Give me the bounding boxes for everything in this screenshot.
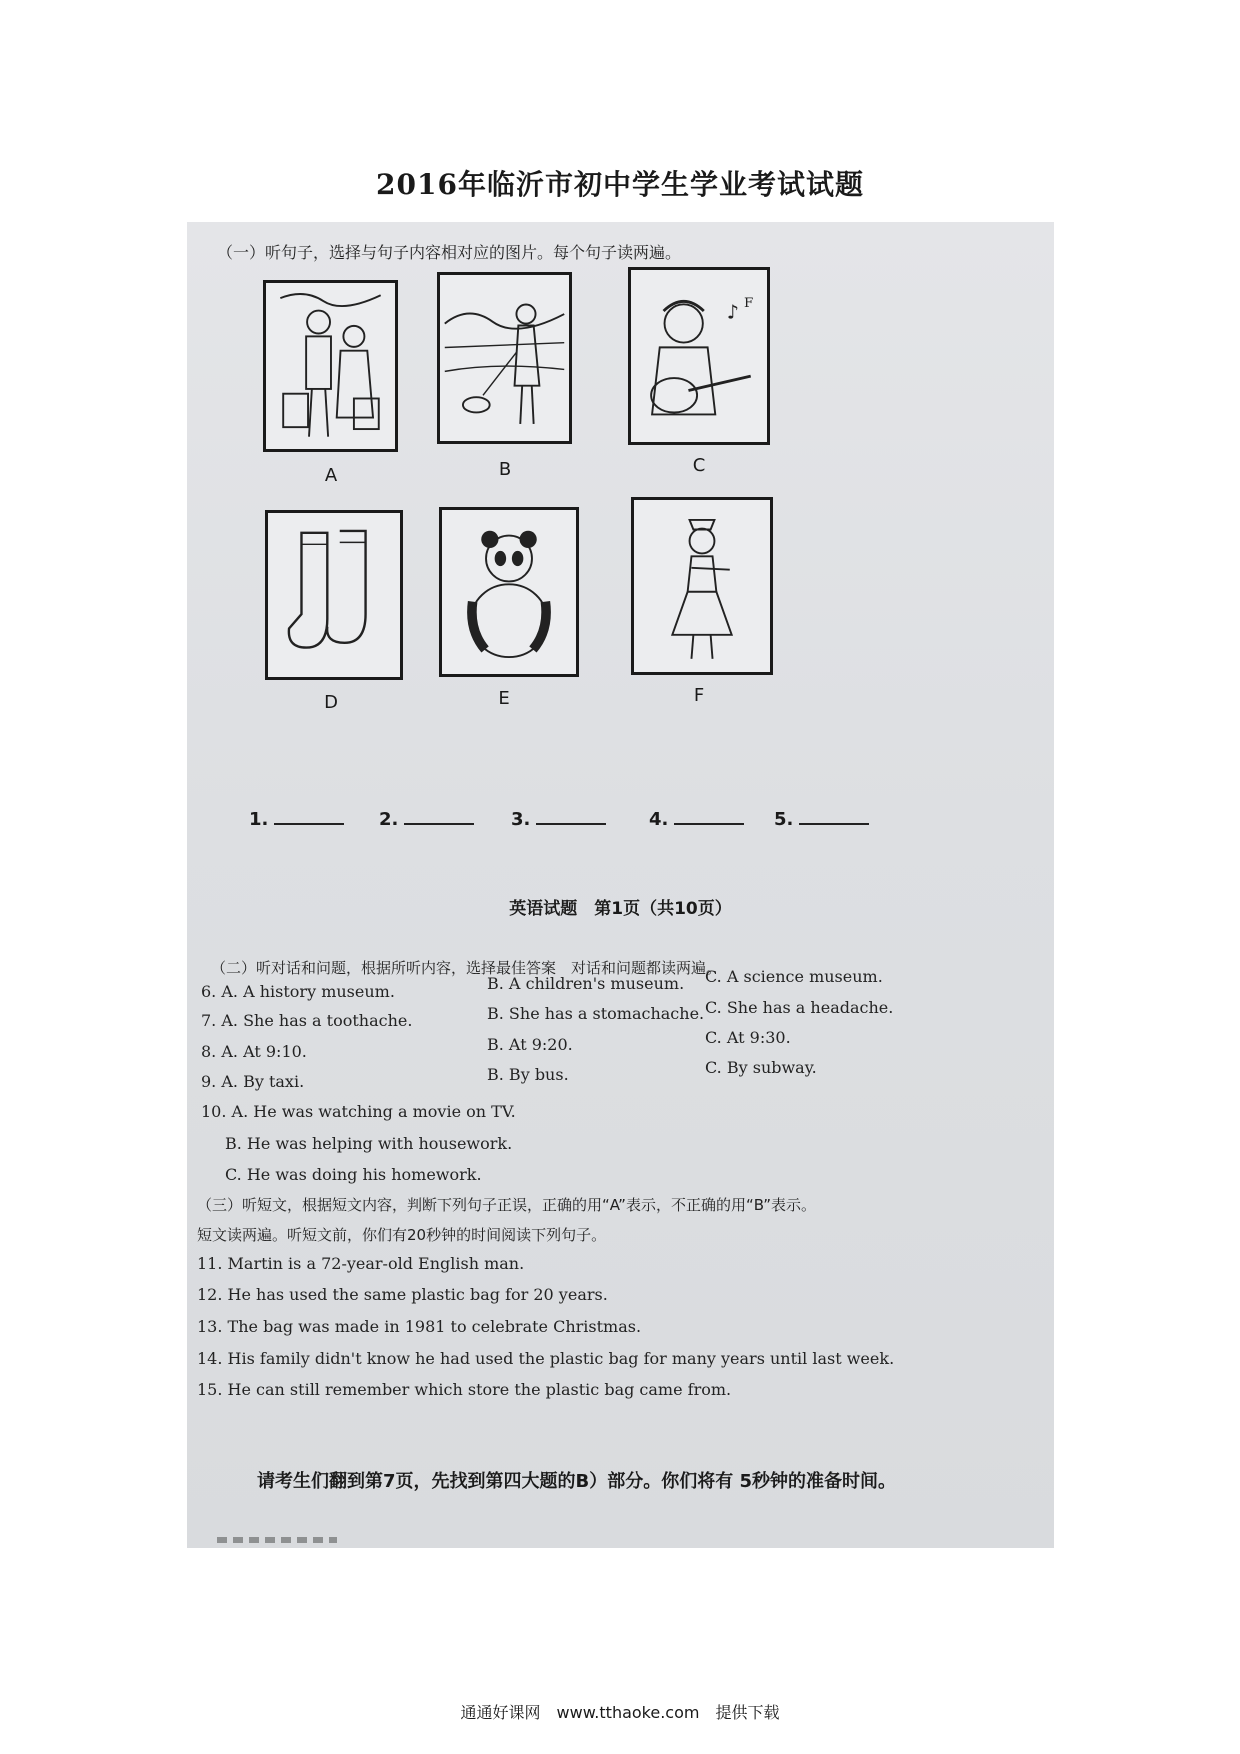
statement-15: 15. He can still remember which store the plastic bag came from.: [197, 1380, 732, 1399]
q10-option-c: C. He was doing his homework.: [225, 1165, 482, 1184]
couple-shopping-icon: [266, 283, 395, 449]
answer-blank-2[interactable]: 2.: [379, 807, 474, 830]
statement-13: 13. The bag was made in 1981 to celebrate Christmas.: [197, 1317, 642, 1336]
q10-option-b: B. He was helping with housework.: [225, 1134, 513, 1153]
document-title: 2016年临沂市初中学生学业考试试题: [376, 168, 864, 201]
section2-heading: （二）听对话和问题，根据所听内容，选择最佳答案 对话和问题都读两遍。: [211, 959, 722, 977]
svg-text:♪: ♪: [726, 300, 739, 324]
picture-a: [263, 280, 398, 452]
q9-option-c: C. By subway.: [705, 1058, 817, 1077]
picture-c: [628, 267, 770, 445]
q10-option-a: 10. A. He was watching a movie on TV.: [201, 1102, 516, 1121]
socks-icon: [268, 513, 400, 677]
picture-e: [439, 507, 579, 677]
picture-a-label: A: [324, 465, 338, 486]
statement-14: 14. His family didn't know he had used the plastic bag for many years until last week.: [197, 1349, 895, 1368]
statement-11: 11. Martin is a 72-year-old English man.: [197, 1254, 525, 1273]
page-info: 英语试题 第1页（共10页）: [509, 899, 732, 919]
picture-d: [265, 510, 403, 680]
boy-guitar-icon: [631, 270, 767, 442]
answer-blank-3[interactable]: 3.: [511, 807, 606, 830]
section3-heading-line1: （三）听短文，根据短文内容，判断下列句子正误，正确的用“A”表示，不正确的用“B”表示。: [197, 1196, 816, 1214]
instruction-note: 请考生们翻到第7页，先找到第四大题的B）部分。你们将有 5秒钟的准备时间。: [257, 1471, 897, 1492]
picture-e-label: E: [498, 688, 510, 709]
q8-option-b: B. At 9:20.: [487, 1035, 573, 1054]
statement-12: 12. He has used the same plastic bag for 20 years.: [197, 1285, 608, 1304]
scanned-exam-page: [187, 222, 1054, 1548]
picture-c-label: C: [692, 455, 706, 476]
q9-option-b: B. By bus.: [487, 1065, 569, 1084]
q9-option-a: 9. A. By taxi.: [201, 1072, 305, 1091]
picture-f-label: F: [693, 685, 705, 706]
picture-d-label: D: [324, 692, 338, 713]
answer-blanks-row: [249, 807, 1049, 837]
picture-f: [631, 497, 773, 675]
answer-blank-5[interactable]: 5.: [774, 807, 869, 830]
q6-option-b: B. A children's museum.: [487, 974, 685, 993]
q7-option-a: 7. A. She has a toothache.: [201, 1011, 413, 1030]
q8-option-a: 8. A. At 9:10.: [201, 1042, 307, 1061]
cut-off-text: [217, 1537, 337, 1543]
q6-option-a: 6. A. A history museum.: [201, 982, 395, 1001]
section1-heading: （一）听句子，选择与句子内容相对应的图片。每个句子读两遍。: [217, 243, 682, 262]
q7-option-b: B. She has a stomachache.: [487, 1004, 705, 1023]
panda-icon: [442, 510, 576, 674]
picture-b-label: B: [498, 459, 512, 480]
picture-b: [437, 272, 572, 444]
answer-blank-1[interactable]: 1.: [249, 807, 344, 830]
nurse-icon: [634, 500, 770, 672]
woman-walking-dog-icon: [440, 275, 569, 441]
svg-text:F: F: [744, 296, 754, 312]
section3-heading-line2: 短文读两遍。听短文前，你们有20秒钟的时间阅读下列句子。: [197, 1226, 607, 1244]
q8-option-c: C. At 9:30.: [705, 1028, 791, 1047]
q6-option-c: C. A science museum.: [705, 967, 883, 986]
answer-blank-4[interactable]: 4.: [649, 807, 744, 830]
q7-option-c: C. She has a headache.: [705, 998, 894, 1017]
footer-credit: 通通好课网 www.tthaoke.com 提供下载: [460, 1703, 780, 1722]
